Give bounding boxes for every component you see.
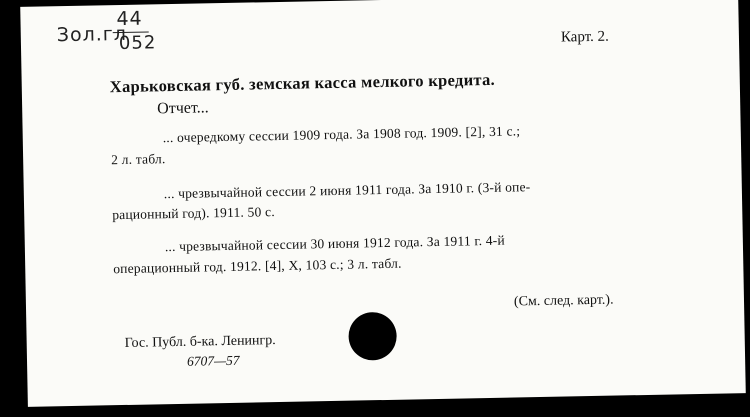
handwritten-number-bottom: 052 <box>118 32 157 55</box>
shelf-mark: 6707—57 <box>186 352 240 369</box>
entry-1-line-2: 2 л. табл. <box>111 151 166 168</box>
card-title: Харьковская губ. земская касса мелкого кредита. <box>109 69 496 97</box>
see-next-card-note: (См. след. карт.). <box>513 292 614 310</box>
handwritten-number-top: 44 <box>116 7 143 31</box>
punch-hole <box>348 312 397 361</box>
library-name: Гос. Публ. б-ка. Ленингр. <box>124 333 276 351</box>
handwritten-code: Зол.гл <box>56 22 128 47</box>
card-number: Карт. 2. <box>560 28 610 46</box>
catalog-card <box>20 0 746 407</box>
card-subtitle: Отчет... <box>157 99 209 118</box>
entry-3-line-2: операционный год. 1912. [4], X, 103 с.; 3 л. табл. <box>113 255 402 277</box>
entry-3-line-1: ... чрезвычайной сессии 30 июня 1912 года. За 1911 г. 4-й <box>164 232 505 255</box>
entry-1-line-1: ... очередкому сессии 1909 года. За 1908 год. 1909. [2], 31 с.; <box>162 123 521 146</box>
entry-2-line-1: ... чрезвычайной сессии 2 июня 1911 года. За 1910 г. (3-й опе- <box>163 179 531 202</box>
entry-2-line-2: рационный год). 1911. 50 с. <box>112 204 275 223</box>
